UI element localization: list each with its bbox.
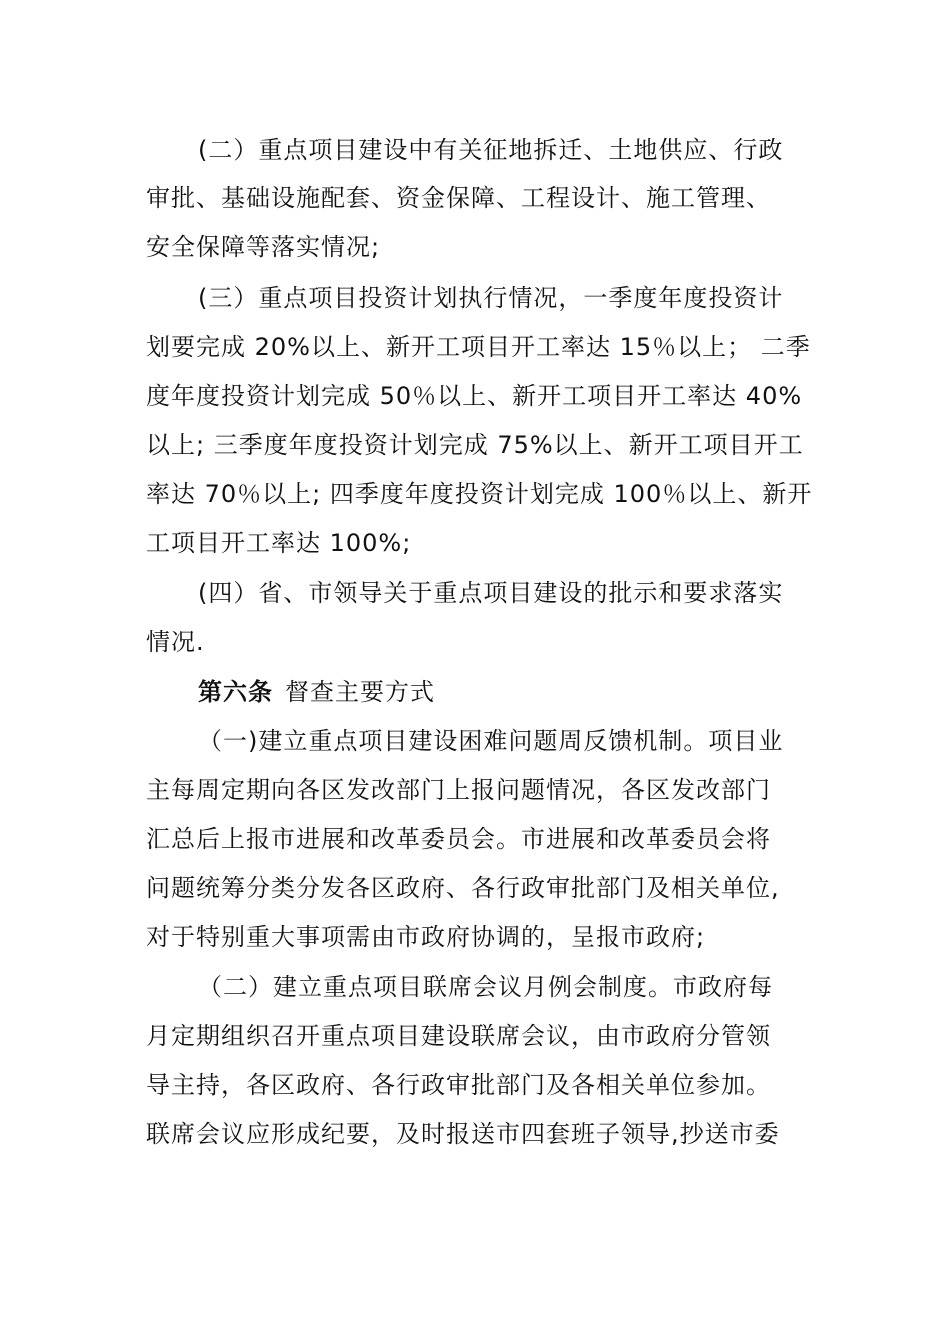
text-line: 工项目开工率达 100%; (146, 529, 412, 557)
text-line: 联席会议应形成纪要，及时报送市四套班子领导,抄送市委 (146, 1120, 780, 1148)
text-line: （二）建立重点项目联席会议月例会制度。市政府每 (198, 973, 773, 1001)
text-line: 汇总后上报市进展和改革委员会。市进展和改革委员会将 (146, 825, 771, 853)
text-line: （一)建立重点项目建设困难问题周反馈机制。项目业 (198, 727, 784, 755)
text-line: 以上; 三季度年度投资计划完成 75%以上、新开工项目开工 (146, 431, 804, 459)
text-line: 情况. (146, 628, 205, 656)
text-line: 安全保障等落实情况; (146, 233, 381, 261)
text-line: 导主持，各区政府、各行政审批部门及各相关单位参加。 (146, 1071, 771, 1099)
text-line: 月定期组织召开重点项目建设联席会议，由市政府分管领 (146, 1022, 771, 1050)
article-heading (198, 677, 435, 707)
text-line: 审批、基础设施配套、资金保障、工程设计、施工管理、 (146, 184, 771, 212)
text-line: 主每周定期向各区发改部门上报问题情况，各区发改部门 (146, 776, 771, 804)
article-label: 第六条 (198, 678, 273, 706)
text-line: 问题统筹分类分发各区政府、各行政审批部门及相关单位, (146, 874, 780, 902)
text-line: (三）重点项目投资计划执行情况，一季度年度投资计 (198, 284, 784, 312)
text-line: 率达 70％以上; 四季度年度投资计划完成 100％以上、新开 (146, 480, 813, 508)
text-line: 对于特别重大事项需由市政府协调的，呈报市政府; (146, 923, 706, 951)
text-line: (二）重点项目建设中有关征地拆迁、土地供应、行政 (198, 136, 784, 164)
article-title: 督查主要方式 (285, 678, 435, 706)
text-line: 划要完成 20%以上、新开工项目开工率达 15％以上； 二季 (146, 333, 811, 361)
text-line: 度年度投资计划完成 50％以上、新开工项目开工率达 40% (146, 382, 803, 410)
text-line: (四）省、市领导关于重点项目建设的批示和要求落实 (198, 579, 784, 607)
